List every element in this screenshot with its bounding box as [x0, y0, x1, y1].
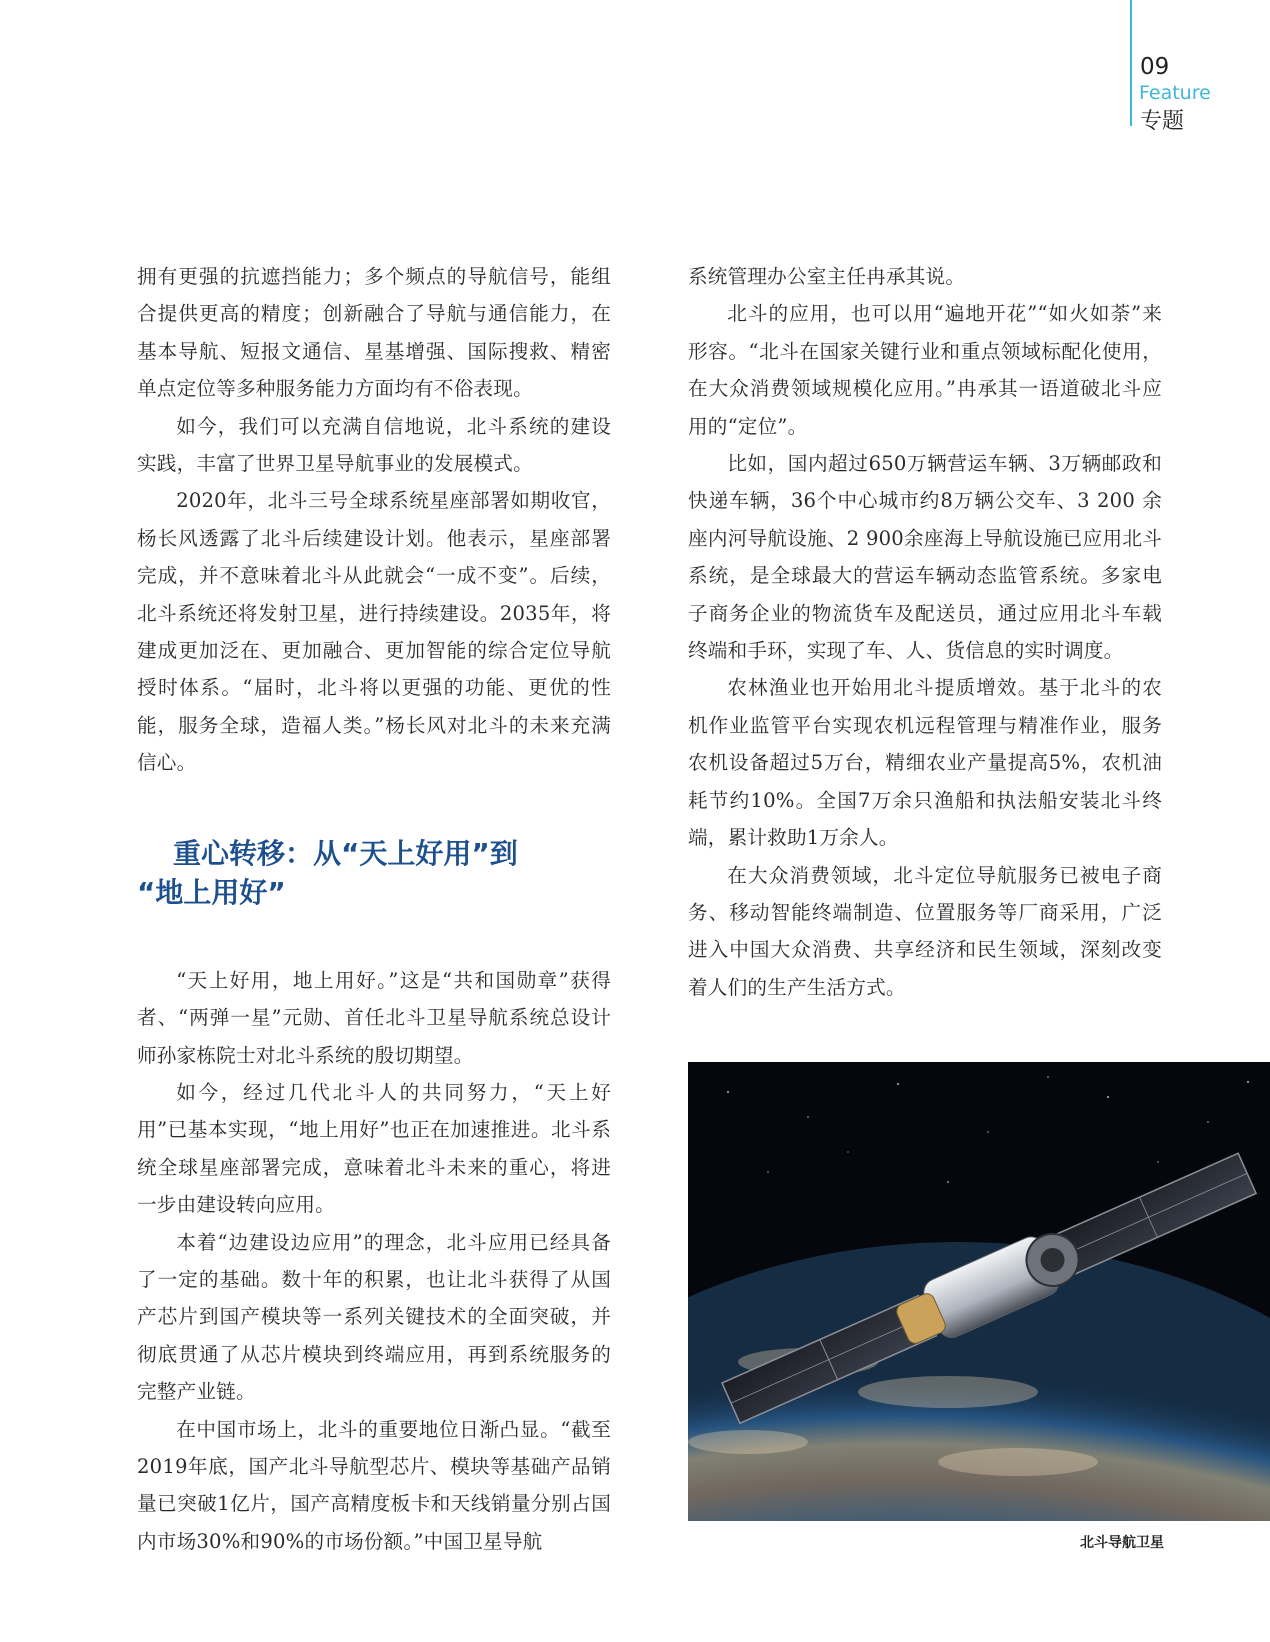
section-label-en: Feature [1139, 82, 1211, 104]
paragraph: 拥有更强的抗遮挡能力；多个频点的导航信号，能组合提供更高的精度；创新融合了导航与通信能力，在基本导航、短报文通信、星基增强、国际搜救、精密单点定位等多种服务能力方面均有不俗表现。 [137, 265, 611, 401]
satellite-illustration [688, 1062, 1270, 1521]
paragraph: 在大众消费领域，北斗定位导航服务已被电子商务、移动智能终端制造、位置服务等厂商采用，广泛进入中国大众消费、共享经济和民生领域，深刻改变着人们的生产生活方式。 [688, 863, 1162, 999]
paragraph: 在中国市场上，北斗的重要地位日渐凸显。“截至2019年底，国产北斗导航型芯片、模块等基础产品销量已突破1亿片，国产高精度板卡和天线销量分别占国内市场30%和90%的市场份额。”中国卫星导航 [137, 1417, 611, 1553]
right-column [688, 258, 1162, 1006]
paragraph: “天上好用，地上用好。”这是“共和国勋章”获得者、“两弹一星”元勋、首任北斗卫星导航系统总设计师孙家栋院士对北斗系统的殷切期望。 [137, 968, 611, 1067]
paragraph: 系统管理办公室主任冉承其说。 [688, 265, 966, 288]
satellite-photo [688, 1062, 1270, 1521]
section-heading [137, 834, 611, 912]
paragraph: 2020年，北斗三号全球系统星座部署如期收官，杨长风透露了北斗后续建设计划。他表示，星座部署完成，并不意味着北斗从此就会“一成不变”。后续，北斗系统还将发射卫星，进行持续建设。2035年，将建成更加泛在、更加融合、更加智能的综合定位导航授时体系。“届时，北斗将以更强的功能、更优的性能，服务全球，造福人类。”杨长风对北斗的未来充满信心。 [137, 489, 611, 775]
paragraph: 如今，经过几代北斗人的共同努力，“天上好用”已基本实现，“地上用好”也正在加速推进。北斗系统全球星座部署完成，意味着北斗未来的重心，将进一步由建设转向应用。 [137, 1080, 611, 1217]
heading-line-2: “地上用好” [137, 875, 286, 909]
paragraph: 本着“边建设边应用”的理念，北斗应用已经具备了一定的基础。数十年的积累，也让北斗获得了从国产芯片到国产模块等一系列关键技术的全面突破，并彻底贯通了从芯片模块到终端应用，再到系统服务的完整产业链。 [137, 1230, 611, 1404]
page-number: 09 [1140, 54, 1170, 80]
paragraph: 农林渔业也开始用北斗提质增效。基于北斗的农机作业监管平台实现农机远程管理与精准作业，服务农机设备超过5万台，精细农业产量提高5%，农机油耗节约10%。全国7万余只渔船和执法船安装北斗终端，累计救助1万余人。 [688, 676, 1162, 850]
paragraph: 北斗的应用，也可以用“遍地开花”“如火如荼”来形容。“北斗在国家关键行业和重点领域标配化使用，在大众消费领域规模化应用。”冉承其一语道破北斗应用的“定位”。 [688, 302, 1162, 438]
figure-caption: 北斗导航卫星 [1080, 1535, 1164, 1551]
heading-line-1: 重心转移：从“天上好用”到 [173, 836, 518, 870]
paragraph: 比如，国内超过650万辆营运车辆、3万辆邮政和快递车辆，36个中心城市约8万辆公交车、3 200 余座内河导航设施、2 900余座海上导航设施已应用北斗系统，是全球最大的营运车辆动态监管系统。多家电子商务企业的物流货车及配送员，通过应用北斗车载终端和手环，实现了车、人、货信息的实时调度。 [688, 452, 1162, 663]
header-divider [1130, 0, 1132, 126]
section-label-zh: 专题 [1140, 109, 1185, 134]
paragraph: 如今，我们可以充满自信地说，北斗系统的建设实践，丰富了世界卫星导航事业的发展模式。 [137, 414, 611, 476]
left-column [137, 258, 611, 1560]
